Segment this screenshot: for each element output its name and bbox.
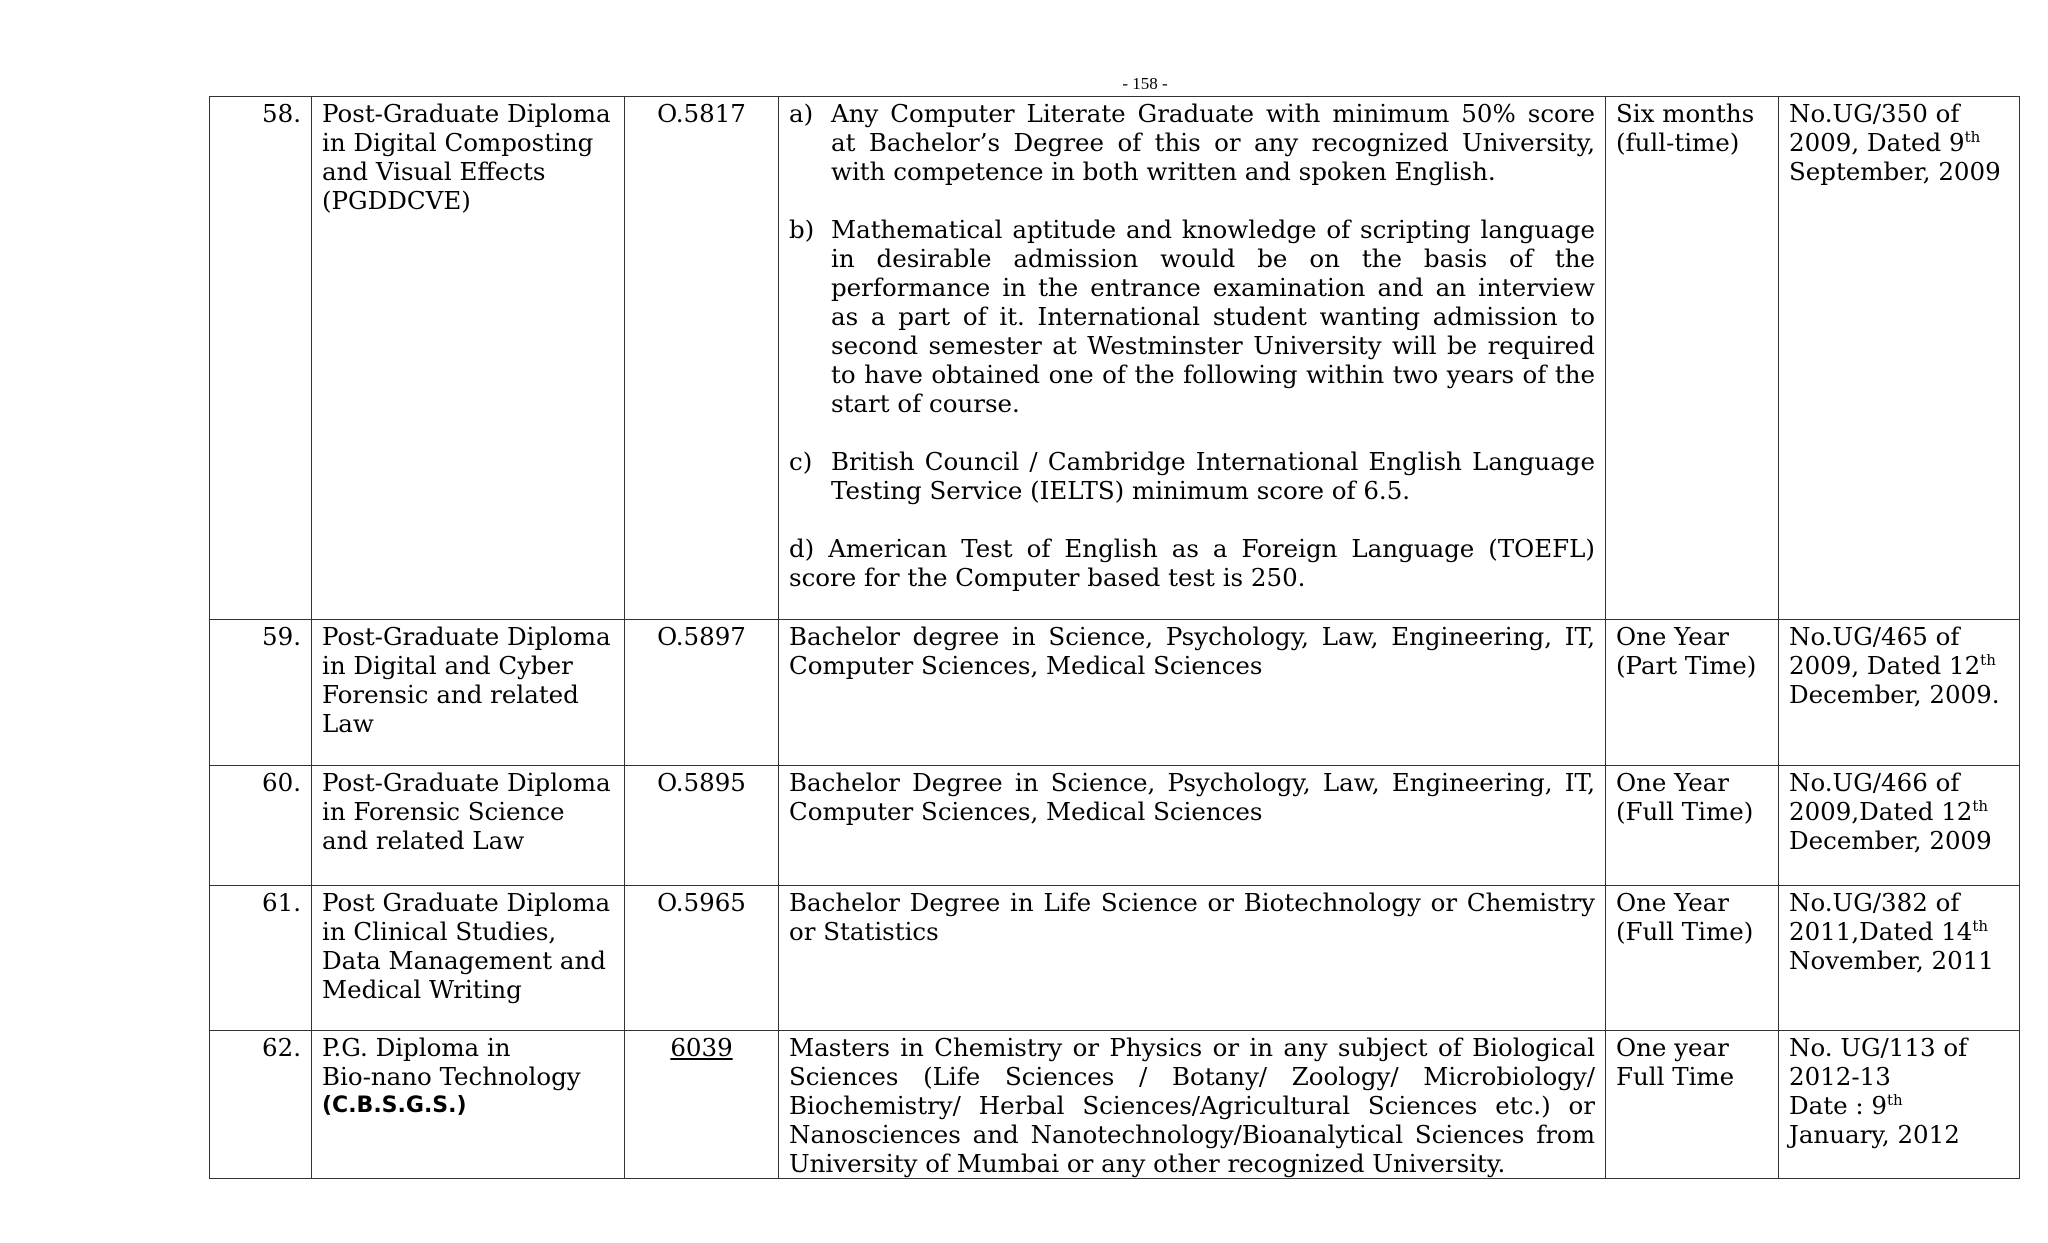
duration-line: One Year [1616, 622, 1730, 651]
table-row [210, 766, 2020, 886]
item-text: Mathematical aptitude and knowledge of scripting language in desirable admission would be on the basis of the performance in the entrance examination and an interview as a part of it. International student wanting admission to second semester at Westminster University will be required to have obtained one of the following within two years of the start of course. [831, 215, 1595, 418]
reference-line: No.UG/382 of [1789, 888, 1960, 917]
item-text: Any Computer Literate Graduate with minimum 50% score at Bachelor’s Degree of this or any recognized University, with competence in both written and spoken English. [831, 99, 1595, 186]
item-label: d) [789, 534, 815, 563]
reference-line: January, 2012 [1789, 1120, 1960, 1149]
course-scheme: (C.B.S.G.S.) [322, 1093, 467, 1118]
page-number: - 158 - [1122, 74, 1168, 93]
reference-cell [1779, 97, 2020, 620]
item-label: a) [789, 99, 814, 128]
eligibility-cell: Bachelor degree in Science, Psychology, Law, Engineering, IT, Computer Sciences, Medical Sciences [779, 620, 1606, 766]
item-text: American Test of English as a Foreign Language (TOEFL) score for the Computer based test is 250. [789, 534, 1595, 592]
row-number: 62. [210, 1031, 312, 1179]
course-name: Post-Graduate Diploma in Forensic Science and related Law [312, 766, 625, 886]
reference-line: 2012-13 [1789, 1062, 1891, 1091]
course-name-line: P.G. Diploma in [322, 1033, 511, 1062]
reference-line: No. UG/113 of [1789, 1033, 1968, 1062]
table-row [210, 1031, 2020, 1179]
ordinance-number: O.5895 [625, 766, 779, 886]
ordinance-number: 6039 [670, 1033, 733, 1062]
ordinance-number: O.5817 [625, 97, 779, 620]
duration-line: Six months [1616, 99, 1755, 128]
reference-line: Date : 9th [1789, 1091, 1903, 1120]
reference-line: 2011,Dated 14th [1789, 917, 1989, 946]
item-label: c) [789, 447, 813, 476]
reference-cell [1779, 766, 2020, 886]
courses-table [209, 96, 2020, 1179]
reference-line: September, 2009 [1789, 157, 2001, 186]
reference-cell [1779, 886, 2020, 1031]
course-name-line: Bio-nano Technology [322, 1062, 581, 1091]
reference-line: December, 2009 [1789, 826, 1992, 855]
reference-line: No.UG/466 of [1789, 768, 1960, 797]
table-row [210, 97, 2020, 620]
row-number: 60. [210, 766, 312, 886]
eligibility-cell: Masters in Chemistry or Physics or in any subject of Biological Sciences (Life Sciences / Botany/ Zoology/ Microbiology/ Biochemistry/ Herbal Sciences/Agricultural Sciences etc.) or Nanosciences and Nanotechnology/Bioanalytical Sciences from University of Mumbai or any other recognized University. [779, 1031, 1606, 1179]
row-number: 58. [210, 97, 312, 620]
item-text: British Council / Cambridge International English Language Testing Service (IELTS) minimum score of 6.5. [831, 447, 1595, 505]
duration-cell [1606, 620, 1779, 766]
item-label: b) [789, 215, 815, 244]
ordinance-number: O.5965 [625, 886, 779, 1031]
duration-line: One Year [1616, 768, 1730, 797]
duration-line: (full-time) [1616, 128, 1740, 157]
eligibility-cell: Bachelor Degree in Life Science or Biotechnology or Chemistry or Statistics [779, 886, 1606, 1031]
eligibility-item-c [789, 447, 1595, 505]
reference-line: 2009,Dated 12th [1789, 797, 1989, 826]
duration-line: Full Time [1616, 1062, 1735, 1091]
duration-cell [1606, 766, 1779, 886]
reference-line: 2009, Dated 12th [1789, 651, 1996, 680]
table-row [210, 620, 2020, 766]
duration-cell [1606, 1031, 1779, 1179]
course-name: Post-Graduate Diploma in Digital and Cyber Forensic and related Law [312, 620, 625, 766]
reference-cell [1779, 620, 2020, 766]
eligibility-item-a [789, 99, 1595, 186]
eligibility-cell: Bachelor Degree in Science, Psychology, Law, Engineering, IT, Computer Sciences, Medical Sciences [779, 766, 1606, 886]
duration-line: (Part Time) [1616, 651, 1757, 680]
duration-cell [1606, 97, 1779, 620]
row-number: 61. [210, 886, 312, 1031]
reference-line: November, 2011 [1789, 946, 1994, 975]
ordinance-cell [625, 1031, 779, 1179]
reference-line: 2009, Dated 9th [1789, 128, 1981, 157]
reference-cell [1779, 1031, 2020, 1179]
eligibility-item-d [789, 534, 1595, 592]
row-number: 59. [210, 620, 312, 766]
reference-line: No.UG/465 of [1789, 622, 1960, 651]
course-name [312, 1031, 625, 1179]
duration-line: (Full Time) [1616, 797, 1754, 826]
eligibility-item-b [789, 215, 1595, 418]
duration-line: (Full Time) [1616, 917, 1754, 946]
ordinance-number: O.5897 [625, 620, 779, 766]
eligibility-cell [779, 97, 1606, 620]
reference-line: No.UG/350 of [1789, 99, 1960, 128]
duration-line: One year [1616, 1033, 1729, 1062]
course-name: Post-Graduate Diploma in Digital Composting and Visual Effects (PGDDCVE) [312, 97, 625, 620]
duration-line: One Year [1616, 888, 1730, 917]
duration-cell [1606, 886, 1779, 1031]
reference-line: December, 2009. [1789, 680, 2000, 709]
course-name: Post Graduate Diploma in Clinical Studies, Data Management and Medical Writing [312, 886, 625, 1031]
table-row [210, 886, 2020, 1031]
